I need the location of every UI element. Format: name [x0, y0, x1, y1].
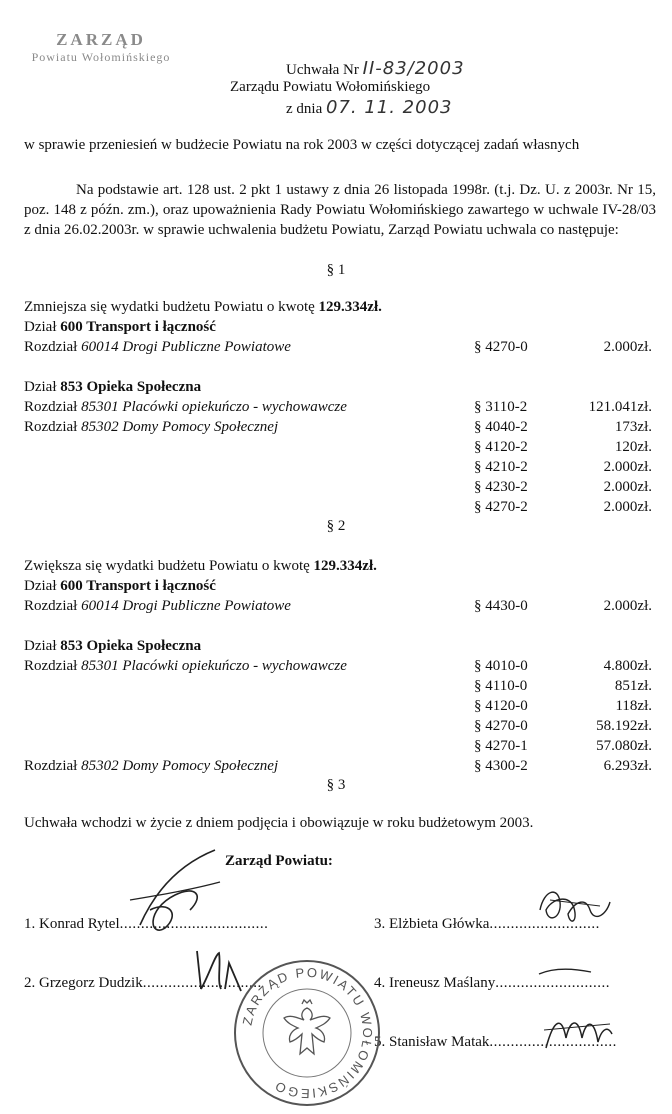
resolution-title [286, 58, 465, 79]
s2-lead [24, 556, 652, 576]
s2-dzial-600: Dział 600 Transport i łączność [24, 578, 216, 594]
s2-rozdzial-60014: Rozdział 60014 Drogi Publiczne Powiatowe § 4430-0 2.000zł. [24, 598, 652, 614]
section-3-text: Uchwała wchodzi w życie z dniem podjęcia i obowiązuje w roku budżetowym 2003. [24, 815, 534, 831]
section-3-mark: § 3 [326, 777, 346, 793]
intro-paragraph: Na podstawie art. 128 ust. 2 pkt 1 ustawy z dnia 26 listopada 1998r. (t.j. Dz. U. z 2003r. Nr 15, poz. 148 z późn. zm.), oraz upoważnienia Rady Powiatu Wołomińskiego zawartego w uchwale IV-28/03 z dnia 26.02.2003r. w sprawie uchwalenia budżetu Powiatu, Zarząd Powiatu uchwala co następuje: [24, 182, 656, 238]
s1-lead-text: Zmniejsza się wydatki budżetu Powiatu o kwotę [24, 299, 315, 315]
signatory-5: 5. Stanisław Matak.............................. [374, 1034, 617, 1050]
s1-lead-amount: 129.334zł. [318, 299, 382, 315]
eagle-emblem-icon [284, 1000, 330, 1054]
issuer: Zarządu Powiatu Wołomińskiego [230, 79, 431, 95]
s1-dzial-600-name: 600 Transport i łączność [60, 319, 216, 335]
s1-line-3: § 4120-2 120zł. [474, 439, 652, 455]
signature-rytel [120, 840, 230, 940]
s1-dzial-853: Dział 853 Opieka Społeczna [24, 379, 202, 395]
stamp-line-2: Powiatu Wołomińskiego [31, 50, 171, 64]
svg-text:ZARZĄD POWIATU WOŁOMIŃSKIEGO [239, 965, 375, 1101]
s2-line-1: Rozdział 85301 Placówki opiekuńczo - wychowawcze § 4010-0 4.800zł. [24, 658, 652, 674]
subject: w sprawie przeniesień w budżecie Powiatu na rok 2003 w części dotyczącej zadań własnych [24, 137, 580, 153]
signatory-4: 4. Ireneusz Maślany........................... [374, 975, 610, 991]
s1-line-4: § 4210-2 2.000zł. [474, 459, 652, 475]
date-prefix: z dnia [286, 101, 323, 117]
signatory-1: 1. Konrad Rytel................................... [24, 916, 269, 932]
s1-line-5: § 4230-2 2.000zł. [474, 479, 652, 495]
signature-matak [540, 1008, 615, 1058]
s2-dzial-853: Dział 853 Opieka Społeczna [24, 638, 202, 654]
s1-line-1: Rozdział 85301 Placówki opiekuńczo - wychowawcze § 3110-2 121.041zł. [24, 399, 652, 415]
section-1-mark: § 1 [326, 262, 346, 278]
s2-line-5: § 4270-1 57.080zł. [474, 738, 652, 754]
seal-text: ZARZĄD POWIATU WOŁOMIŃSKIEGO [239, 964, 376, 1102]
section-2-mark: § 2 [326, 518, 346, 534]
s1-rozdzial-60014-code: § 4270-0 [474, 339, 528, 355]
s2-line-2: § 4110-0 851zł. [474, 678, 652, 694]
s2-line-3: § 4120-0 118zł. [474, 698, 652, 714]
s2-line-4: § 4270-0 58.192zł. [474, 718, 652, 734]
resolution-number: II-83/2003 [362, 58, 465, 79]
date-value: 07. 11. 2003 [325, 97, 453, 118]
s1-lead [24, 297, 652, 317]
s2-line-6: Rozdział 85302 Domy Pomocy Społecznej § 4300-2 6.293zł. [24, 758, 652, 774]
s1-line-2: Rozdział 85302 Domy Pomocy Społecznej § 4040-2 173zł. [24, 419, 652, 435]
signature-glowka [530, 880, 620, 935]
signatory-2: 2. Grzegorz Dudzik............................ [24, 975, 262, 991]
s2-lead-amount: 129.334zł. [313, 558, 377, 574]
s1-rozdzial-60014: Rozdział 60014 Drogi Publiczne Powiatowe § 4270-0 2.000zł. [24, 339, 652, 355]
s1-rozdzial-60014-amount: 2.000zł. [603, 339, 652, 355]
s1-line-6: § 4270-2 2.000zł. [474, 499, 652, 515]
official-seal [232, 958, 382, 1108]
signature-maslany [535, 962, 595, 982]
stamp-line-1: ZARZĄD [56, 30, 146, 49]
signatory-3: 3. Elżbieta Główka.......................... [374, 916, 600, 932]
s1-dzial-600: Dział 600 Transport i łączność [24, 319, 216, 335]
resolution-prefix: Uchwała Nr [286, 62, 359, 78]
signatures-heading: Zarząd Powiatu: [225, 853, 333, 869]
resolution-date [286, 97, 453, 118]
header-stamp [6, 30, 196, 65]
s2-lead-text: Zwiększa się wydatki budżetu Powiatu o kwotę [24, 558, 310, 574]
